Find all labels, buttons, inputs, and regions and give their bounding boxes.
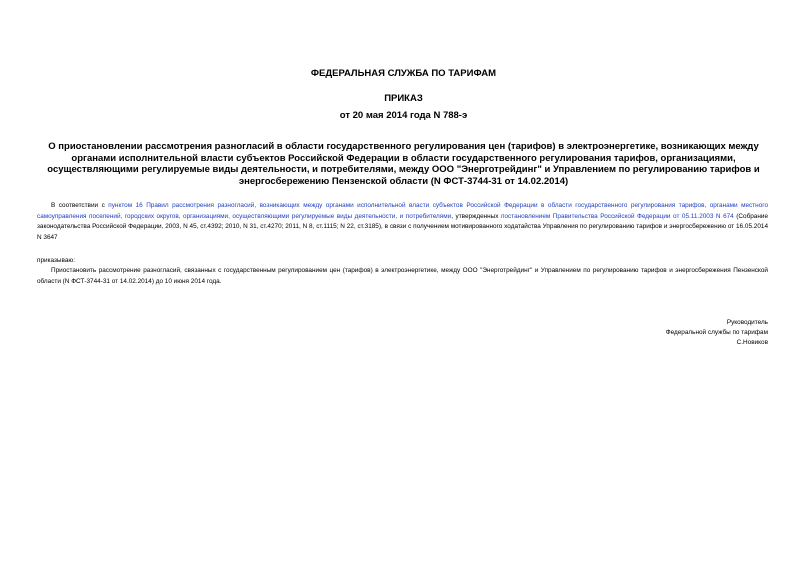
document-type-heading: ПРИКАЗ	[384, 93, 423, 104]
order-paragraph: Приостановить рассмотрение разногласий, связанных с государственным регулированием цен (тарифов) в электроэнергетике, между ООО "Энерготрейдинг" и Управлением по регулированию тарифов и энергосбережения Пензенской области (N ФСТ-3744-31 от 14.02.2014) до 10 июня 2014 года.	[37, 267, 768, 285]
government-resolution-674-link[interactable]: постановлением Правительства Российской Федерации от 05.11.2003 N 674	[501, 212, 734, 220]
preamble-prefix: В соответствии с	[51, 202, 109, 209]
signatory-position-line1: Руководитель	[726, 319, 768, 326]
signatory-name: С.Новиков	[736, 339, 768, 346]
agency-heading: ФЕДЕРАЛЬНАЯ СЛУЖБА ПО ТАРИФАМ	[310, 68, 497, 79]
preamble-middle: , утвержденных	[451, 212, 501, 220]
document-date-number: от 20 мая 2014 года N 788-э	[339, 110, 468, 121]
rules-paragraph-16-link[interactable]: пунктом 16 Правил рассмотрения разногласий, возникающих между органами исполнительной власти субъектов Российской Федерации в области государственного регулирования тарифов, органами местного самоуправления поселений, городских округов, организациями, осуществляющими регулируемые виды деятельности, и потребителями	[37, 202, 769, 220]
signatory-position-line2: Федеральной службы по тарифам	[665, 329, 768, 336]
preamble-suffix: (Собрание законодательства Российской Федерации, 2003, N 45, ст.4392; 2010, N 31, ст.4270; 2011, N 8, ст.1115; N 22, ст.3185), в связи с получением мотивированного ходатайства Управления по регулированию тарифов и энергосбережению от 16.05.2014 N 3647	[37, 212, 768, 241]
document-title: О приостановлении рассмотрения разногласий в области государственного регулирования цен (тарифов) в электроэнергетике, возникающих между органами исполнительной власти субъектов Российской Федерации в области государственного регулирования тарифов, организациями, осуществляющими регулируемые виды деятельности, и потребителями, между ООО "Энерготрейдинг" и Управлением по регулированию тарифов и энергосбережению Пензенской области (N ФСТ-3744-31 от 14.02.2014)	[47, 141, 760, 187]
preamble-paragraph	[37, 201, 768, 243]
order-word: приказываю:	[37, 257, 75, 264]
